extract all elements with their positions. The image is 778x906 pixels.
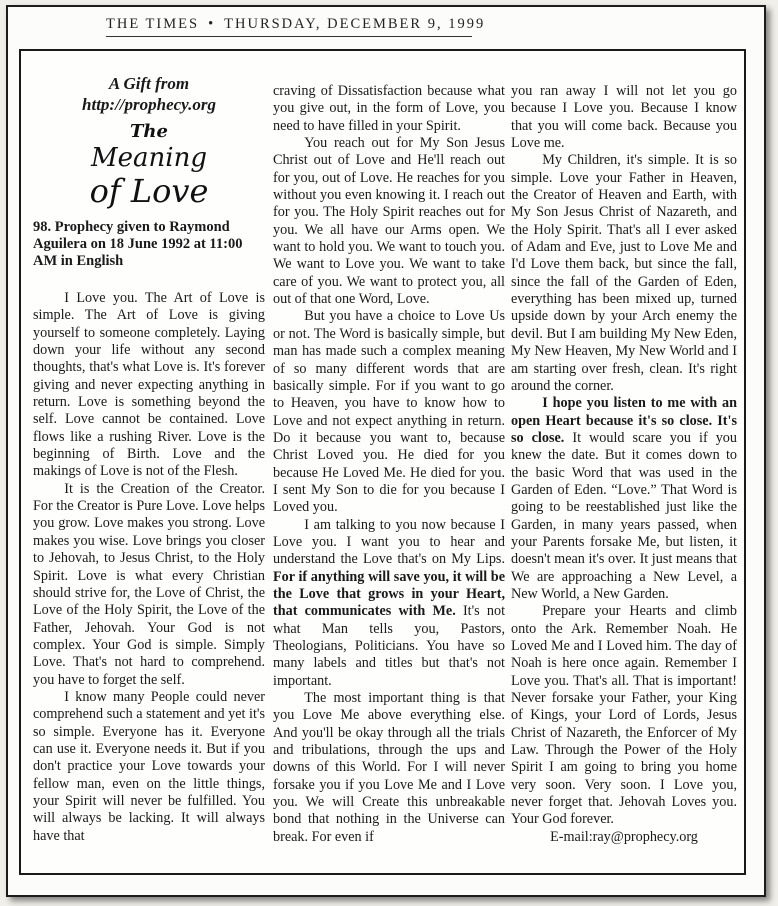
- article-frame: [19, 49, 746, 875]
- title-line-meaning: Meaning: [91, 143, 207, 173]
- paragraph: You reach out for My Son Jesus Christ out of Love and He'll reach out for you, out of Love. He reaches for you without you even knowing it. I reach out for you. The Holy Spirit reaches out for you. We all have our Arms open. We want to hold you. We want to touch you. We want to Love you. We want to take care of you. We want to protect you, all out of that one Word, Love.: [273, 135, 505, 308]
- title-line-of-love: of Love: [89, 172, 209, 210]
- paragraph-text: It's not what Man tells you, Pastors, Theologians, Politicians. You have so many labels and titles but that's not important.: [273, 603, 506, 689]
- paragraph: [511, 395, 737, 603]
- emphasized-text: I hope you listen to me with an open Heart because it's so close. It's so close.: [511, 395, 737, 446]
- paragraph-text: I am talking to you now because I Love you. I want you to hear and understand the Love that's on My Lips.: [273, 516, 505, 568]
- article-subhead: 98. Prophecy given to Raymond Aguilera on 18 June 1992 at 11:00 AM in English: [33, 219, 243, 269]
- paragraph: [273, 517, 505, 690]
- article-column-3: [511, 83, 737, 846]
- paragraph: The most important thing is that you Love Me above everything else. And you'll be okay through all the trials and tribulations, through the ups and downs of this World. For I will never forsake you if you Love Me and I Love you. We will Create this unbreakable bond that nothing in the Universe can break. For even if: [273, 690, 505, 845]
- paragraph: But you have a choice to Love Us or not. The Word is basically simple, but man has made such a complex meaning of so many different words that are basically simple. For if you want to go to Heaven, you have to know how to Love and not expect anything in return. Do it because you want to, because Christ Loved you. He died for you because He Loved Me. He died for you. I sent My Son to die for you because I Loved you.: [273, 308, 505, 516]
- emphasized-text: For if anything will save you, it will be the Love that grows in your Heart, that communicates with Me.: [273, 568, 505, 620]
- paragraph: you ran away I will not let you go because I Love you. Because I know that you will come back. Because you Love me.: [511, 83, 737, 152]
- paper-name: THE TIMES: [106, 16, 200, 32]
- paragraph: I Love you. The Art of Love is simple. The Art of Love is giving yourself to someone completely. Laying down your life without any second thoughts, that's what Love is. It's forever giving and never expecting anything in return. Love is something beyond the self. Love cannot be contained. Love flows like a rushing River. Love is the beginning of Birth. Love and the makings of Love is not of the Flesh.: [33, 290, 265, 480]
- paragraph: It is the Creation of the Creator. For the Creator is Pure Love. Love helps you grow. Love makes you strong. Love makes you wise. Love brings you closer to Jehovah, to Jesus Christ, to the Holy Spirit. Love is what every Christian should strive for, the Love of Christ, the Love of the Holy Spirit, the Love of the Father, Jehovah. Your God is not complex. Your God is simple. Simply Love. That's not hard to comprehend. you have to forget the self.: [33, 480, 265, 688]
- gift-url: http://prophecy.org: [82, 95, 216, 114]
- gift-credit: [33, 73, 265, 115]
- title-line-the: The: [130, 121, 168, 142]
- gift-line: A Gift from: [108, 74, 190, 93]
- paragraph: craving of Dissatisfaction because what you give out, in the form of Love, you need to have filled in your Spirit.: [273, 83, 505, 134]
- contact-email: E-mail:ray@prophecy.org: [550, 828, 698, 845]
- article-column-1: [33, 51, 265, 845]
- masthead: [106, 16, 486, 37]
- paragraph: Prepare your Hearts and climb onto the Ark. Remember Noah. He Loved Me and I Loved him. The day of Noah is here once again. Remember I Love you. That's all. That is important! Never forsake your Father, your King of Kings, your Lord of Lords, Jesus Christ of Nazareth, the Enforcer of My Law. Through the Power of the Holy Spirit I am going to bring you home very soon. Very soon. I Love you, never forget that. Jehovah Loves you. Your God forever.: [511, 603, 737, 828]
- article-title: [33, 121, 265, 209]
- masthead-date: THURSDAY, DECEMBER 9, 1999: [224, 16, 486, 32]
- paragraph-text: It would scare you if you knew the date. But it comes down to the basic Word that was used in the Garden of Eden. “Love.” That Word is going to be reestablished just like the Garden, in many years passed, when your Parents forsake Me, but listen, it doesn't mean it's over. It just means that We are approaching a New Level, a New World, a New Garden.: [511, 429, 737, 602]
- newspaper-page: [6, 5, 766, 897]
- article-column-2: [273, 83, 505, 846]
- masthead-separator: •: [208, 16, 216, 32]
- paragraph: My Children, it's simple. It is so simple. Love your Father in Heaven, the Creator of Heaven and Earth, with My Son Jesus Christ of Nazareth, and the Holy Spirit. That's all I ever asked of Adam and Eve, just to Love Me and I'd Love them back, but since the fall, since the fall of the Garden of Eden, everything has been mixed up, turned upside down by your Arch enemy the devil. But I am building My New Eden, My New Heaven, My New World and I am starting over fresh, clean. It's right around the corner.: [511, 152, 737, 394]
- paragraph: I know many People could never comprehend such a statement and yet it's so simple. Everyone has it. Everyone can use it. Everyone needs it. But if you don't practice your Love towards your fellow man, even on the little things, your Spirit will never be fulfilled. You will always be lacking. It will always have that: [33, 688, 265, 844]
